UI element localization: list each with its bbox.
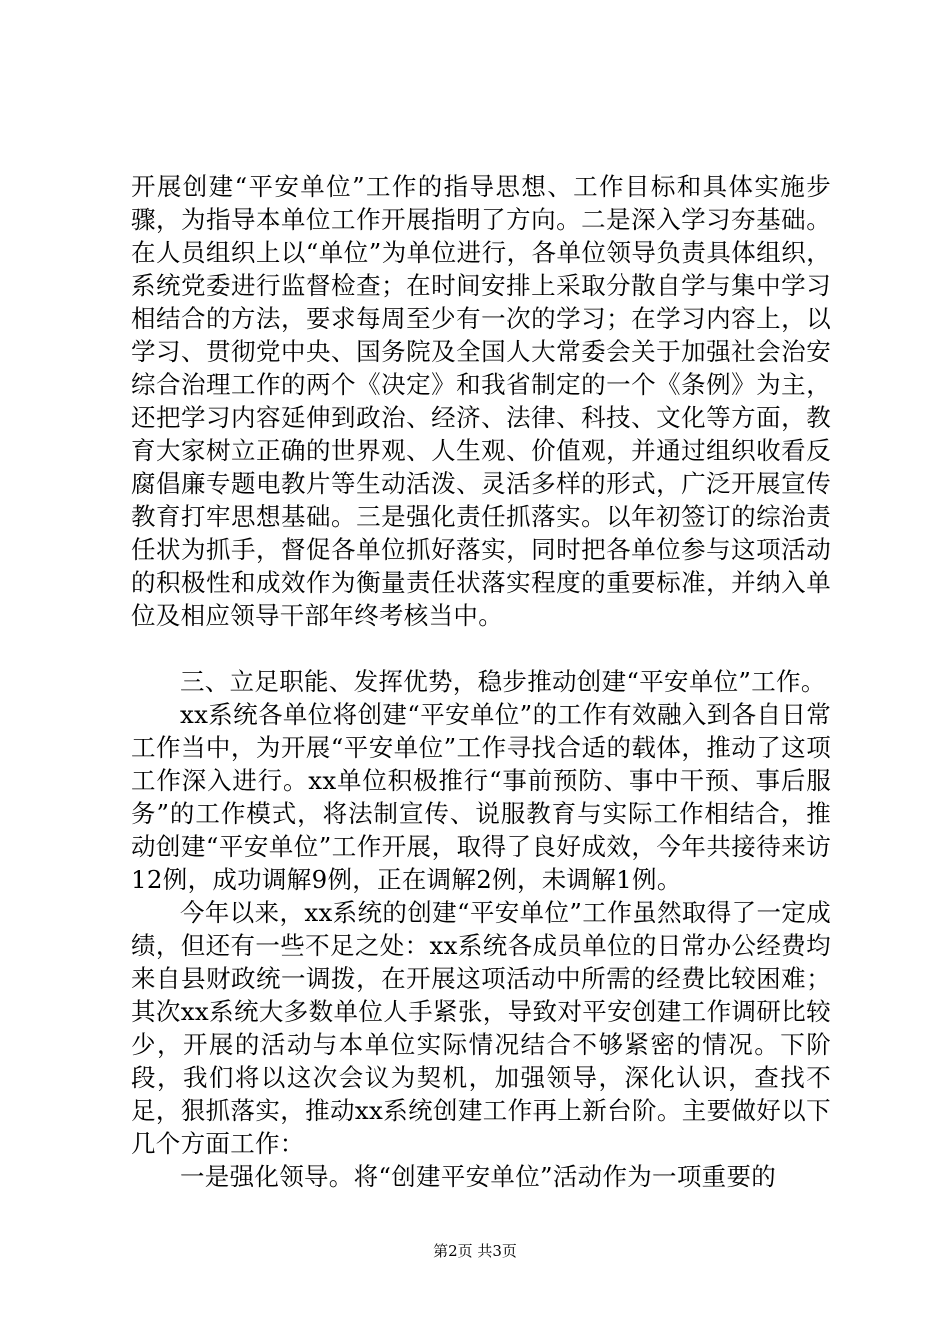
- paragraph-strengthen-leadership: 一是强化领导。将“创建平安单位”活动作为一项重要的: [180, 1162, 777, 1191]
- section-heading: 三、立足职能、发挥优势，稳步推动创建“平安单位”工作。: [180, 667, 826, 696]
- paragraph-shortcomings: 今年以来，xx系统的创建“平安单位”工作虽然取得了一定成绩，但还有一些不足之处：xx系统各成员单位的日常办公经费均来自县财政统一调拨，在开展这项活动中所需的经费比较困难；其次xx系统大多数单位人手紧张，导致对平安创建工作调研比较少，开展的活动与本单位实际情况结合不够紧密的情况。下阶段，我们将以这次会议为契机，加强领导，深化认识，查找不足，狠抓落实，推动xx系统创建工作再上新台阶。主要做好以下几个方面工作：: [131, 898, 831, 1158]
- page-number-footer: 第2页 共3页: [433, 1242, 517, 1260]
- document-body: [131, 170, 831, 1193]
- paragraph-continuation: 开展创建“平安单位”工作的指导思想、工作目标和具体实施步骤，为指导本单位工作开展指明了方向。二是深入学习夯基础。在人员组织上以“单位”为单位进行，各单位领导负责具体组织，系统党委进行监督检查；在时间安排上采取分散自学与集中学习相结合的方法，要求每周至少有一次的学习；在学习内容上，以学习、贯彻党中央、国务院及全国人大常委会关于加强社会治安综合治理工作的两个《决定》和我省制定的一个《条例》为主，还把学习内容延伸到政治、经济、法律、科技、文化等方面，教育大家树立正确的世界观、人生观、价值观，并通过组织收看反腐倡廉专题电教片等生动活泼、灵活多样的形式，广泛开展宣传教育打牢思想基础。三是强化责任抓落实。以年初签订的综治责任状为抓手，督促各单位抓好落实，同时把各单位参与这项活动的积极性和成效作为衡量责任状落实程度的重要标准，并纳入单位及相应领导干部年终考核当中。: [131, 172, 831, 630]
- paragraph-work-integration: xx系统各单位将创建“平安单位”的工作有效融入到各自日常工作当中，为开展“平安单位”工作寻找合适的载体，推动了这项工作深入进行。xx单位积极推行“事前预防、事中干预、事后服务”的工作模式，将法制宣传、说服教育与实际工作相结合，推动创建“平安单位”工作开展，取得了良好成效，今年共接待来访12例，成功调解9例，正在调解2例，未调解1例。: [131, 700, 832, 894]
